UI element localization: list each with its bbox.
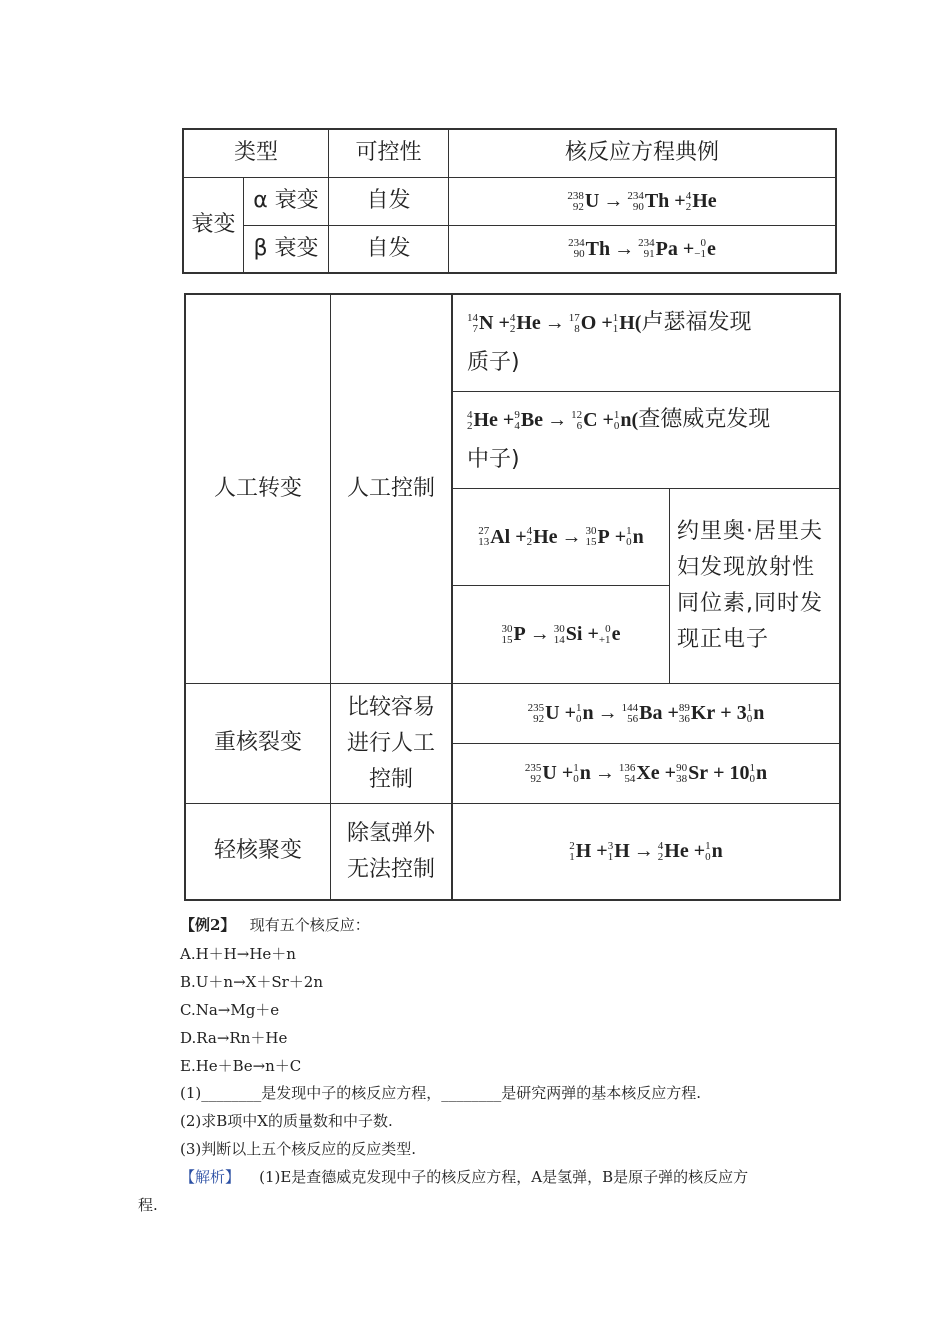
header-example: 核反应方程典例 bbox=[564, 140, 719, 166]
analysis-text-cont: 程. bbox=[138, 1196, 158, 1214]
alpha-decay-label: α 衰变 bbox=[253, 188, 319, 214]
decay-label: 衰变 bbox=[191, 211, 236, 237]
fission-equation-1: 235 92 U + 1 0 n → 144 56 Ba + 89 36 Kr + 3 1 0 n bbox=[527, 701, 765, 725]
artificial-control: 人工控制 bbox=[346, 475, 435, 501]
proton-discovery-cell: 14 7 N + 4 2 He → 17 8 O + 1 1 H(卢瑟福发现 质子) bbox=[453, 295, 839, 391]
example-intro: 现有五个核反应： bbox=[249, 916, 370, 934]
alpha-control: 自发 bbox=[366, 188, 411, 214]
note1: 卢瑟福发现 bbox=[641, 310, 752, 335]
option-d: D.Ra→Rn＋He bbox=[180, 1029, 288, 1047]
option-c: C.Na→Mg＋e bbox=[180, 1001, 280, 1019]
al-equation: 27 13 Al + 4 2 He → 30 15 P + 1 0 n bbox=[478, 525, 644, 548]
header-type: 类型 bbox=[233, 140, 278, 166]
analysis-text: (1)E是查德威克发现中子的核反应方程，A是氢弹，B是原子弹的核反应方 bbox=[259, 1168, 749, 1186]
note2: 查德威克发现 bbox=[638, 407, 771, 432]
fission-label: 重核裂变 bbox=[213, 730, 302, 756]
option-b: B.U＋n→X＋Sr＋2n bbox=[180, 973, 323, 991]
option-a: A.H＋H→He＋n bbox=[180, 945, 296, 963]
fission-equation-2: 235 92 U + 1 0 n → 136 54 Xe + 90 38 Sr + 10 1 0 n bbox=[524, 761, 768, 785]
neutron-discovery-cell: 4 2 He + 9 4 Be → 12 6 C + 1 0 n(查德威克发现 中子) bbox=[453, 392, 839, 488]
question-3: (3)判断以上五个核反应的反应类型. bbox=[180, 1140, 417, 1158]
beta-control: 自发 bbox=[366, 235, 411, 261]
fusion-control: 除氢弹外无法控制 bbox=[346, 820, 435, 882]
analysis-label: 【解析】 bbox=[180, 1168, 241, 1186]
fission-control: 比较容易进行人工控制 bbox=[346, 694, 435, 792]
artificial-label: 人工转变 bbox=[213, 475, 302, 501]
fusion-label: 轻核聚变 bbox=[213, 838, 302, 864]
header-control: 可控性 bbox=[355, 140, 422, 166]
question-1: (1)________是发现中子的核反应方程，________是研究两弹的基本核反应方程. bbox=[180, 1084, 702, 1102]
note1b: 质子) bbox=[467, 350, 520, 375]
curie-note: 约里奥·居里夫妇发现放射性同位素,同时发现正电子 bbox=[677, 519, 823, 652]
example-title: 【例2】 bbox=[180, 916, 236, 934]
alpha-equation: 238 92 U → 234 90 Th + 4 2 He bbox=[567, 189, 717, 213]
question-2: (2)求B项中X的质量数和中子数. bbox=[180, 1112, 393, 1130]
fusion-equation: 2 1 H + 3 1 H → 4 2 He + 1 0 n bbox=[569, 839, 723, 863]
note2b: 中子) bbox=[467, 447, 520, 472]
beta-decay-label: β 衰变 bbox=[253, 235, 319, 261]
beta-equation: 234 90 Th → 234 91 Pa + 0 −1 e bbox=[568, 237, 716, 260]
option-e: E.He＋Be→n＋C bbox=[180, 1057, 302, 1075]
p-equation: 30 15 P → 30 14 Si + 0 +1 e bbox=[501, 622, 621, 646]
